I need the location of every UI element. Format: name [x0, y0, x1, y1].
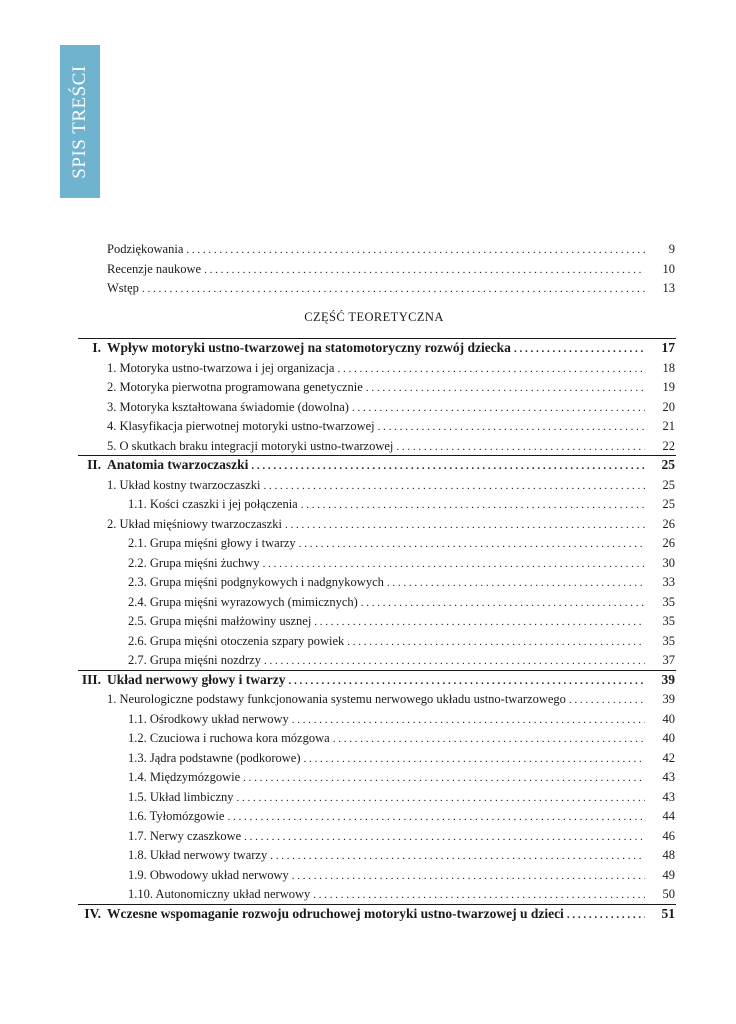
toc-entry	[0, 476, 736, 494]
page-number: 39	[662, 692, 675, 706]
toc-entry	[0, 690, 736, 708]
entry-title: 1.9. Obwodowy układ nerwowy	[128, 867, 289, 882]
toc-entry	[0, 534, 736, 552]
toc-entry	[0, 788, 736, 806]
page-number: 35	[662, 614, 675, 628]
chapter-numeral: IV.	[84, 905, 101, 921]
entry-title: 1.7. Nerwy czaszkowe	[128, 828, 242, 843]
page-number: 25	[661, 457, 675, 472]
page-number: 18	[662, 360, 675, 375]
page-number: 40	[662, 711, 675, 726]
page-number: 48	[662, 848, 675, 862]
page-number: 37	[662, 653, 675, 667]
entry-title: 2.4. Grupa mięśni wyrazowych (mimicznych)	[128, 594, 358, 609]
dot-leader	[263, 477, 645, 495]
dot-leader	[289, 672, 646, 690]
entry-title: 1.6. Tyłomózgowie	[128, 809, 225, 823]
page-number: 9	[668, 242, 675, 256]
toc-entry	[0, 885, 736, 903]
dot-leader	[313, 886, 645, 904]
toc-entry	[0, 378, 736, 396]
page-number: 51	[661, 905, 675, 921]
toc-entry	[0, 359, 736, 377]
chapter-row	[0, 456, 736, 474]
page-number: 35	[662, 633, 675, 648]
dot-leader	[263, 555, 645, 573]
page-number: 21	[662, 419, 675, 433]
toc-entry	[0, 240, 736, 258]
page-number: 35	[662, 594, 675, 609]
dot-leader	[292, 867, 645, 885]
page-number: 22	[662, 438, 675, 453]
entry-title: Recenzje naukowe	[107, 261, 202, 276]
entry-title: 4. Klasyfikacja pierwotnej motoryki ustno-twarzowej	[107, 419, 375, 433]
page-number: 25	[662, 497, 675, 511]
page-number: 39	[661, 671, 675, 687]
dot-leader	[514, 340, 645, 358]
page-number: 10	[662, 261, 675, 276]
page-number: 46	[662, 828, 675, 843]
toc-entry	[0, 260, 736, 278]
dot-leader	[251, 457, 645, 475]
chapter-title: Układ nerwowy głowy i twarzy	[107, 671, 286, 687]
dot-leader	[352, 399, 645, 417]
page-number: 19	[662, 380, 675, 394]
page-number: 30	[662, 555, 675, 570]
page-number: 26	[662, 516, 675, 531]
toc-entry	[0, 612, 736, 630]
entry-title: 1.3. Jądra podstawne (podkorowe)	[128, 750, 301, 765]
entry-title: 2.7. Grupa mięśni nozdrzy	[128, 653, 261, 667]
page-number: 40	[662, 731, 675, 745]
toc-entry	[0, 749, 736, 767]
toc-entry	[0, 827, 736, 845]
page-number: 44	[662, 809, 675, 823]
dot-leader	[244, 828, 645, 846]
dot-leader	[292, 711, 645, 729]
entry-title: Podziękowania	[107, 242, 184, 256]
chapter-row	[0, 905, 736, 923]
entry-title: 1.4. Międzymózgowie	[128, 770, 241, 784]
dot-leader	[142, 280, 645, 298]
chapter-numeral: I.	[92, 340, 101, 355]
entry-title: 1.2. Czuciowa i ruchowa kora mózgowa	[128, 731, 330, 745]
chapter-row	[0, 671, 736, 689]
toc-entry	[0, 593, 736, 611]
entry-title: 1. Motoryka ustno-twarzowa i jej organizacja	[107, 360, 335, 375]
dot-leader	[366, 379, 645, 397]
dot-leader	[347, 633, 645, 651]
chapter-title: Wczesne wspomaganie rozwoju odruchowej motoryki ustno-twarzowej u dzieci	[107, 905, 564, 921]
dot-leader	[314, 613, 645, 631]
dot-leader	[333, 730, 645, 748]
dot-leader	[304, 750, 645, 768]
entry-title: 1.1. Ośrodkowy układ nerwowy	[128, 711, 289, 726]
toc-entry	[0, 495, 736, 513]
side-tab-label: SPIS TREŚCI	[69, 64, 90, 179]
chapter-numeral: II.	[87, 457, 101, 472]
entry-title: 2. Motoryka pierwotna programowana genetycznie	[107, 380, 363, 394]
entry-title: 1.1. Kości czaszki i jej połączenia	[128, 497, 298, 511]
page-number: 25	[662, 477, 675, 492]
page-number: 26	[662, 536, 675, 550]
dot-leader	[387, 574, 645, 592]
entry-title: 1. Układ kostny twarzoczaszki	[107, 477, 261, 492]
toc-entry	[0, 437, 736, 455]
chapter-title: Wpływ motoryki ustno-twarzowej na statomotoryczny rozwój dziecka	[107, 340, 511, 355]
toc-entry	[0, 710, 736, 728]
page-number: 43	[662, 770, 675, 784]
dot-leader	[569, 691, 645, 709]
dot-leader	[243, 769, 645, 787]
toc-entry	[0, 846, 736, 864]
page-number: 20	[662, 399, 675, 414]
toc-entry	[0, 417, 736, 435]
entry-title: 1.8. Układ nerwowy twarzy	[128, 848, 268, 862]
dot-leader	[337, 360, 645, 378]
toc-entry	[0, 729, 736, 747]
entry-title: Wstęp	[107, 281, 139, 295]
dot-leader	[285, 516, 645, 534]
toc-entry	[0, 573, 736, 591]
dot-leader	[186, 241, 645, 259]
entry-title: 1.5. Układ limbiczny	[128, 789, 234, 804]
chapter-title: Anatomia twarzoczaszki	[107, 457, 249, 472]
dot-leader	[237, 789, 645, 807]
page-number: 17	[661, 340, 675, 355]
page-number: 50	[662, 887, 675, 901]
entry-title: 3. Motoryka kształtowana świadomie (dowolna)	[107, 399, 349, 414]
entry-title: 1. Neurologiczne podstawy funkcjonowania systemu nerwowego układu ustno-twarzowego	[107, 692, 566, 706]
page-number: 13	[662, 281, 675, 295]
dot-leader	[378, 418, 645, 436]
dot-leader	[567, 906, 645, 924]
page-number: 49	[662, 867, 675, 882]
chapter-row	[0, 339, 736, 357]
toc-entry	[0, 768, 736, 786]
dot-leader	[396, 438, 645, 456]
toc-entry	[0, 398, 736, 416]
dot-leader	[361, 594, 645, 612]
entry-title: 1.10. Autonomiczny układ nerwowy	[128, 887, 311, 901]
toc-entry	[0, 866, 736, 884]
entry-title: 2.2. Grupa mięśni żuchwy	[128, 555, 260, 570]
dot-leader	[227, 808, 645, 826]
dot-leader	[264, 652, 645, 670]
entry-title: 2. Układ mięśniowy twarzoczaszki	[107, 516, 282, 531]
dot-leader	[204, 261, 645, 279]
side-tab	[60, 45, 100, 198]
toc-entry	[0, 279, 736, 297]
page-number: 43	[662, 789, 675, 804]
toc-entry	[0, 632, 736, 650]
toc-entry	[0, 807, 736, 825]
entry-title: 2.5. Grupa mięśni małżowiny usznej	[128, 614, 312, 628]
toc-entry	[0, 515, 736, 533]
entry-title: 2.3. Grupa mięśni podgnykowych i nadgnykowych	[128, 575, 384, 589]
section-heading: CZĘŚĆ TEORETYCZNA	[304, 310, 444, 324]
entry-title: 2.6. Grupa mięśni otoczenia szpary powiek	[128, 633, 345, 648]
entry-title: 5. O skutkach braku integracji motoryki ustno-twarzowej	[107, 438, 394, 453]
toc-entry	[0, 554, 736, 572]
page-number: 42	[662, 750, 675, 765]
page-number: 33	[662, 575, 675, 589]
dot-leader	[301, 496, 645, 514]
entry-title: 2.1. Grupa mięśni głowy i twarzy	[128, 536, 296, 550]
toc-entry	[0, 651, 736, 669]
dot-leader	[270, 847, 645, 865]
chapter-numeral: III.	[81, 671, 101, 687]
dot-leader	[299, 535, 645, 553]
